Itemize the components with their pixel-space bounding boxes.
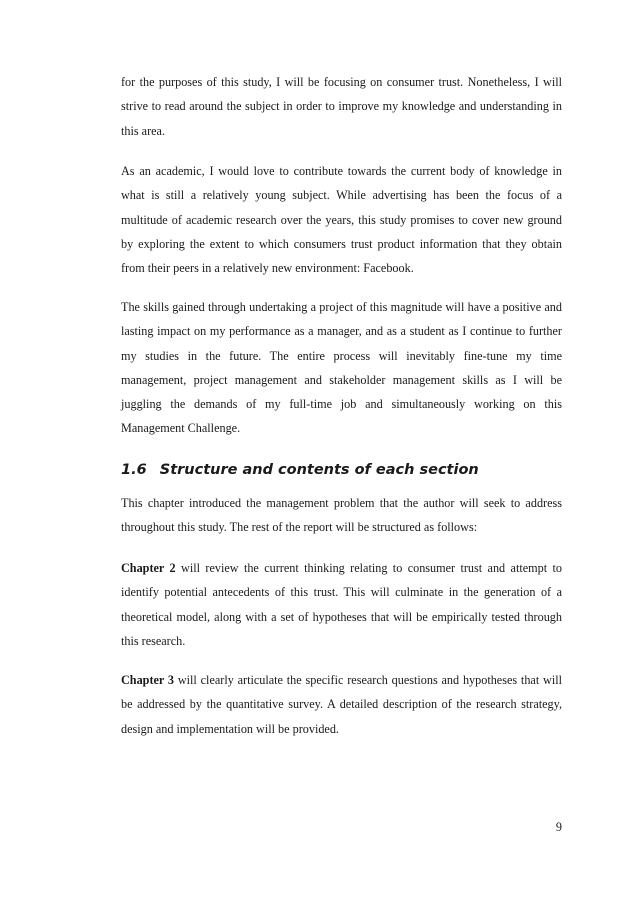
paragraph-section-intro: This chapter introduced the management problem that the author will seek to address throughout this study. The rest of the report will be structured as follows: xyxy=(121,496,562,535)
paragraph-chapter-3 xyxy=(121,668,562,741)
paragraph-research-focus: for the purposes of this study, I will be focusing on consumer trust. Nonetheless, I will strive to read around the subject in order to improve my knowledge and understanding in this area. xyxy=(121,75,562,138)
page-number: 9 xyxy=(555,820,562,834)
paragraph-skills-gained: The skills gained through undertaking a project of this magnitude will have a positive and lasting impact on my performance as a manager, and as a student as I continue to further my studies in the future. The entire process will inevitably fine-tune my time management, project management and stakeholder management skills as I will be juggling the demands of my full-time job and simultaneously working on this Management Challenge. xyxy=(121,300,562,436)
section-title: Structure and contents of each section xyxy=(159,462,479,478)
section-number: 1.6 xyxy=(121,462,147,478)
chapter-3-label: Chapter 3 xyxy=(121,673,175,687)
paragraph-academic-contribution: As an academic, I would love to contribute towards the current body of knowledge in what is still a relatively young subject. While advertising has been the focus of a multitude of academic research over the years, this study promises to cover new ground by exploring the extent to which consumers trust product information that they obtain from their peers in a relatively new environment: Facebook. xyxy=(121,164,562,276)
chapter-2-label: Chapter 2 xyxy=(121,561,176,575)
chapter-3-description: will clearly articulate the specific research questions and hypotheses that will be addressed by the quantitative survey. A detailed description of the research strategy, design and implementation will be provided. xyxy=(121,673,562,736)
section-heading xyxy=(121,462,562,478)
chapter-2-description: will review the current thinking relating to consumer trust and attempt to identify potential antecedents of this trust. This will culminate in the generation of a theoretical model, along with a set of hypotheses that will be empirically tested through this research. xyxy=(121,561,562,648)
paragraph-chapter-2 xyxy=(121,556,562,653)
